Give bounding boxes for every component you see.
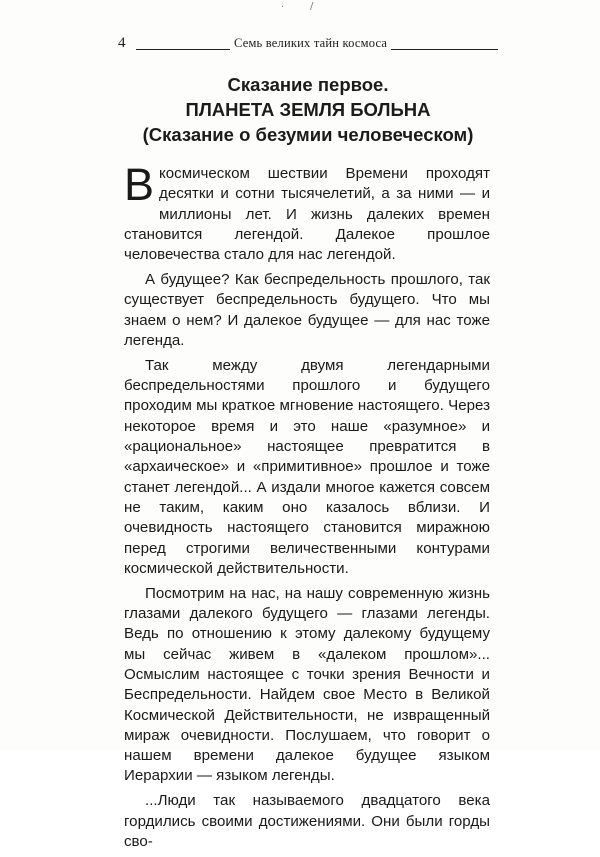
paragraph: ...Люди так называемого двадцатого века гордились своими достижениями. Они были горды сво- bbox=[124, 792, 490, 850]
paragraph bbox=[124, 159, 490, 265]
drop-cap: В bbox=[124, 159, 155, 210]
scan-speck: / bbox=[310, 1, 314, 12]
chapter-subtitle: (Сказание о безумии человеческом) bbox=[142, 124, 474, 145]
chapter-number-title: Сказание первое. bbox=[227, 74, 389, 95]
paragraph: Посмотрим на нас, на нашу современную жизнь глазами далекого будущего — глазами легенды. Ведь по отношению к этому далекому будущему мы сейчас живем в «далеком прошлом»... Осмыслим настоящее с точки зрения Вечности и Беспредельности. Найдем свое Место в Великой Космической Действительности, не извращенный мираж очевидности. Послушаем, что говорит о нашем времени далекое будущее языком Иерархии — языком легенды. bbox=[124, 584, 490, 785]
page-number: 4 bbox=[118, 35, 126, 51]
chapter-main-title: ПЛАНЕТА ЗЕМЛЯ БОЛЬНА bbox=[185, 99, 431, 120]
paragraph: А будущее? Как беспредельность прошлого, так существует беспредельность будущего. Что мы знаем о нем? И далекое будущее — для нас тоже легенда. bbox=[124, 271, 490, 349]
running-header bbox=[118, 34, 498, 52]
scan-speck: · bbox=[281, 2, 285, 13]
paragraph-text: космическом шествии Времени проходят десятки и сотни тысячелетий, а за ними — и миллионы лет. И жизнь далеких времен становится легендой. Далекое прошлое человечества стало для нас легендой. bbox=[124, 165, 490, 264]
body-text bbox=[124, 159, 490, 857]
chapter-heading bbox=[118, 72, 498, 147]
paragraph: Так между двумя легендарными беспредельностями прошлого и будущего проходим мы краткое мгновение настоящего. Через некоторое время и это наше «разумное» и «рациональное» настоящее превратится в «архаическое» и «примитивное» прошлое и тоже станет легендой... А издали многое кажется совсем не таким, каким оно казалось вблизи. И очевидность настоящего становится миражною перед строгими величественными контурами космической действительности. bbox=[124, 356, 490, 577]
running-title: Семь великих тайн космоса bbox=[230, 34, 391, 52]
